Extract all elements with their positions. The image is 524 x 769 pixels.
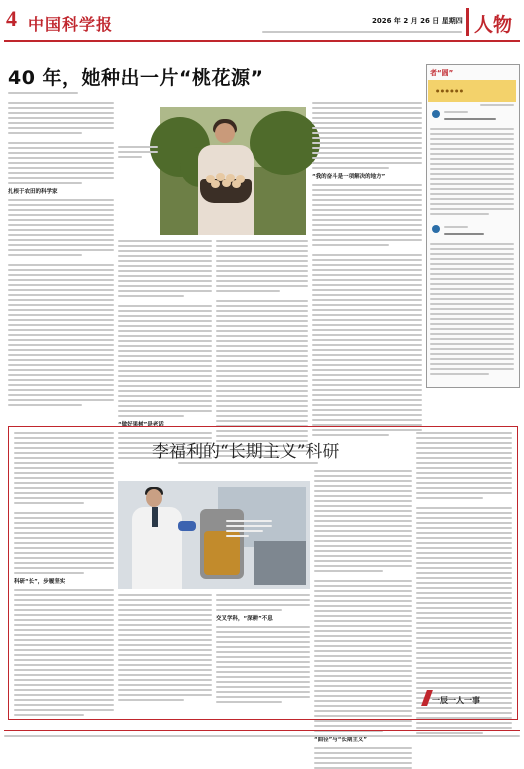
sidebar-piece-1-body (430, 128, 514, 222)
column-slogan: 一辰一人一事 (432, 695, 480, 705)
section-title: 人物 (474, 14, 513, 36)
article-1-byline (8, 92, 78, 97)
article-2-column-4 (314, 470, 412, 743)
article-2-title: 李福利的“长期主义”科研 (152, 442, 340, 462)
sidebar-piece-2-title (444, 233, 484, 238)
article-2-byline (178, 462, 318, 467)
section-accent-bar (466, 8, 469, 36)
sidebar-piece-1-title (444, 118, 496, 123)
article-1-subhead-3: “我的奋斗是一项解决的地方” (312, 174, 386, 180)
article-1-subhead-2: “做好果树”是老话 (118, 422, 164, 428)
article-1-column-4 (312, 102, 422, 426)
sidebar-banner-image: ● ● ● ● ● ● (428, 80, 516, 102)
article-1-column-3 (216, 240, 308, 426)
photo-2-caption (226, 520, 272, 540)
author-1-name (444, 111, 468, 116)
article-2-subhead-3: “曲径”与“长期主义” (314, 737, 367, 743)
author-1-avatar-icon (432, 110, 440, 118)
footer-rule (4, 730, 520, 731)
sidebar-piece-2-body (430, 243, 514, 383)
editor-credits-line (262, 29, 462, 35)
article-2-subhead-1: 科研“长”，步履坚实 (14, 579, 66, 585)
author-2-name (444, 226, 468, 231)
photo-researcher-in-lab (118, 481, 310, 589)
footer-imprint (4, 733, 520, 740)
article-2-column-5 (416, 432, 512, 686)
page-number: 4 (6, 6, 17, 31)
issue-date: 2026 年 2 月 26 日 星期四 (372, 17, 463, 25)
article-1-title: 40 年，她种出一片“桃花源” (8, 67, 264, 89)
photo-1-caption (118, 146, 158, 161)
sidebar-label: 者“圆” (430, 69, 454, 77)
author-2-avatar-icon (432, 225, 440, 233)
article-2-column-1 (14, 432, 114, 712)
article-2-column-3 (216, 594, 310, 712)
article-1-column-2 (118, 240, 212, 426)
header-rule (4, 40, 520, 42)
sidebar-editor-line (480, 104, 514, 109)
article-2-subhead-2: 交叉学科，“深耕”不息 (216, 616, 273, 622)
masthead: 中国科学报 (28, 15, 114, 34)
article-1-column-1 (8, 102, 114, 432)
photo-scientist-with-peaches (160, 107, 306, 235)
article-2-column-2 (118, 594, 212, 712)
article-1-subhead-1: 扎根于农田的科学家 (8, 189, 58, 195)
